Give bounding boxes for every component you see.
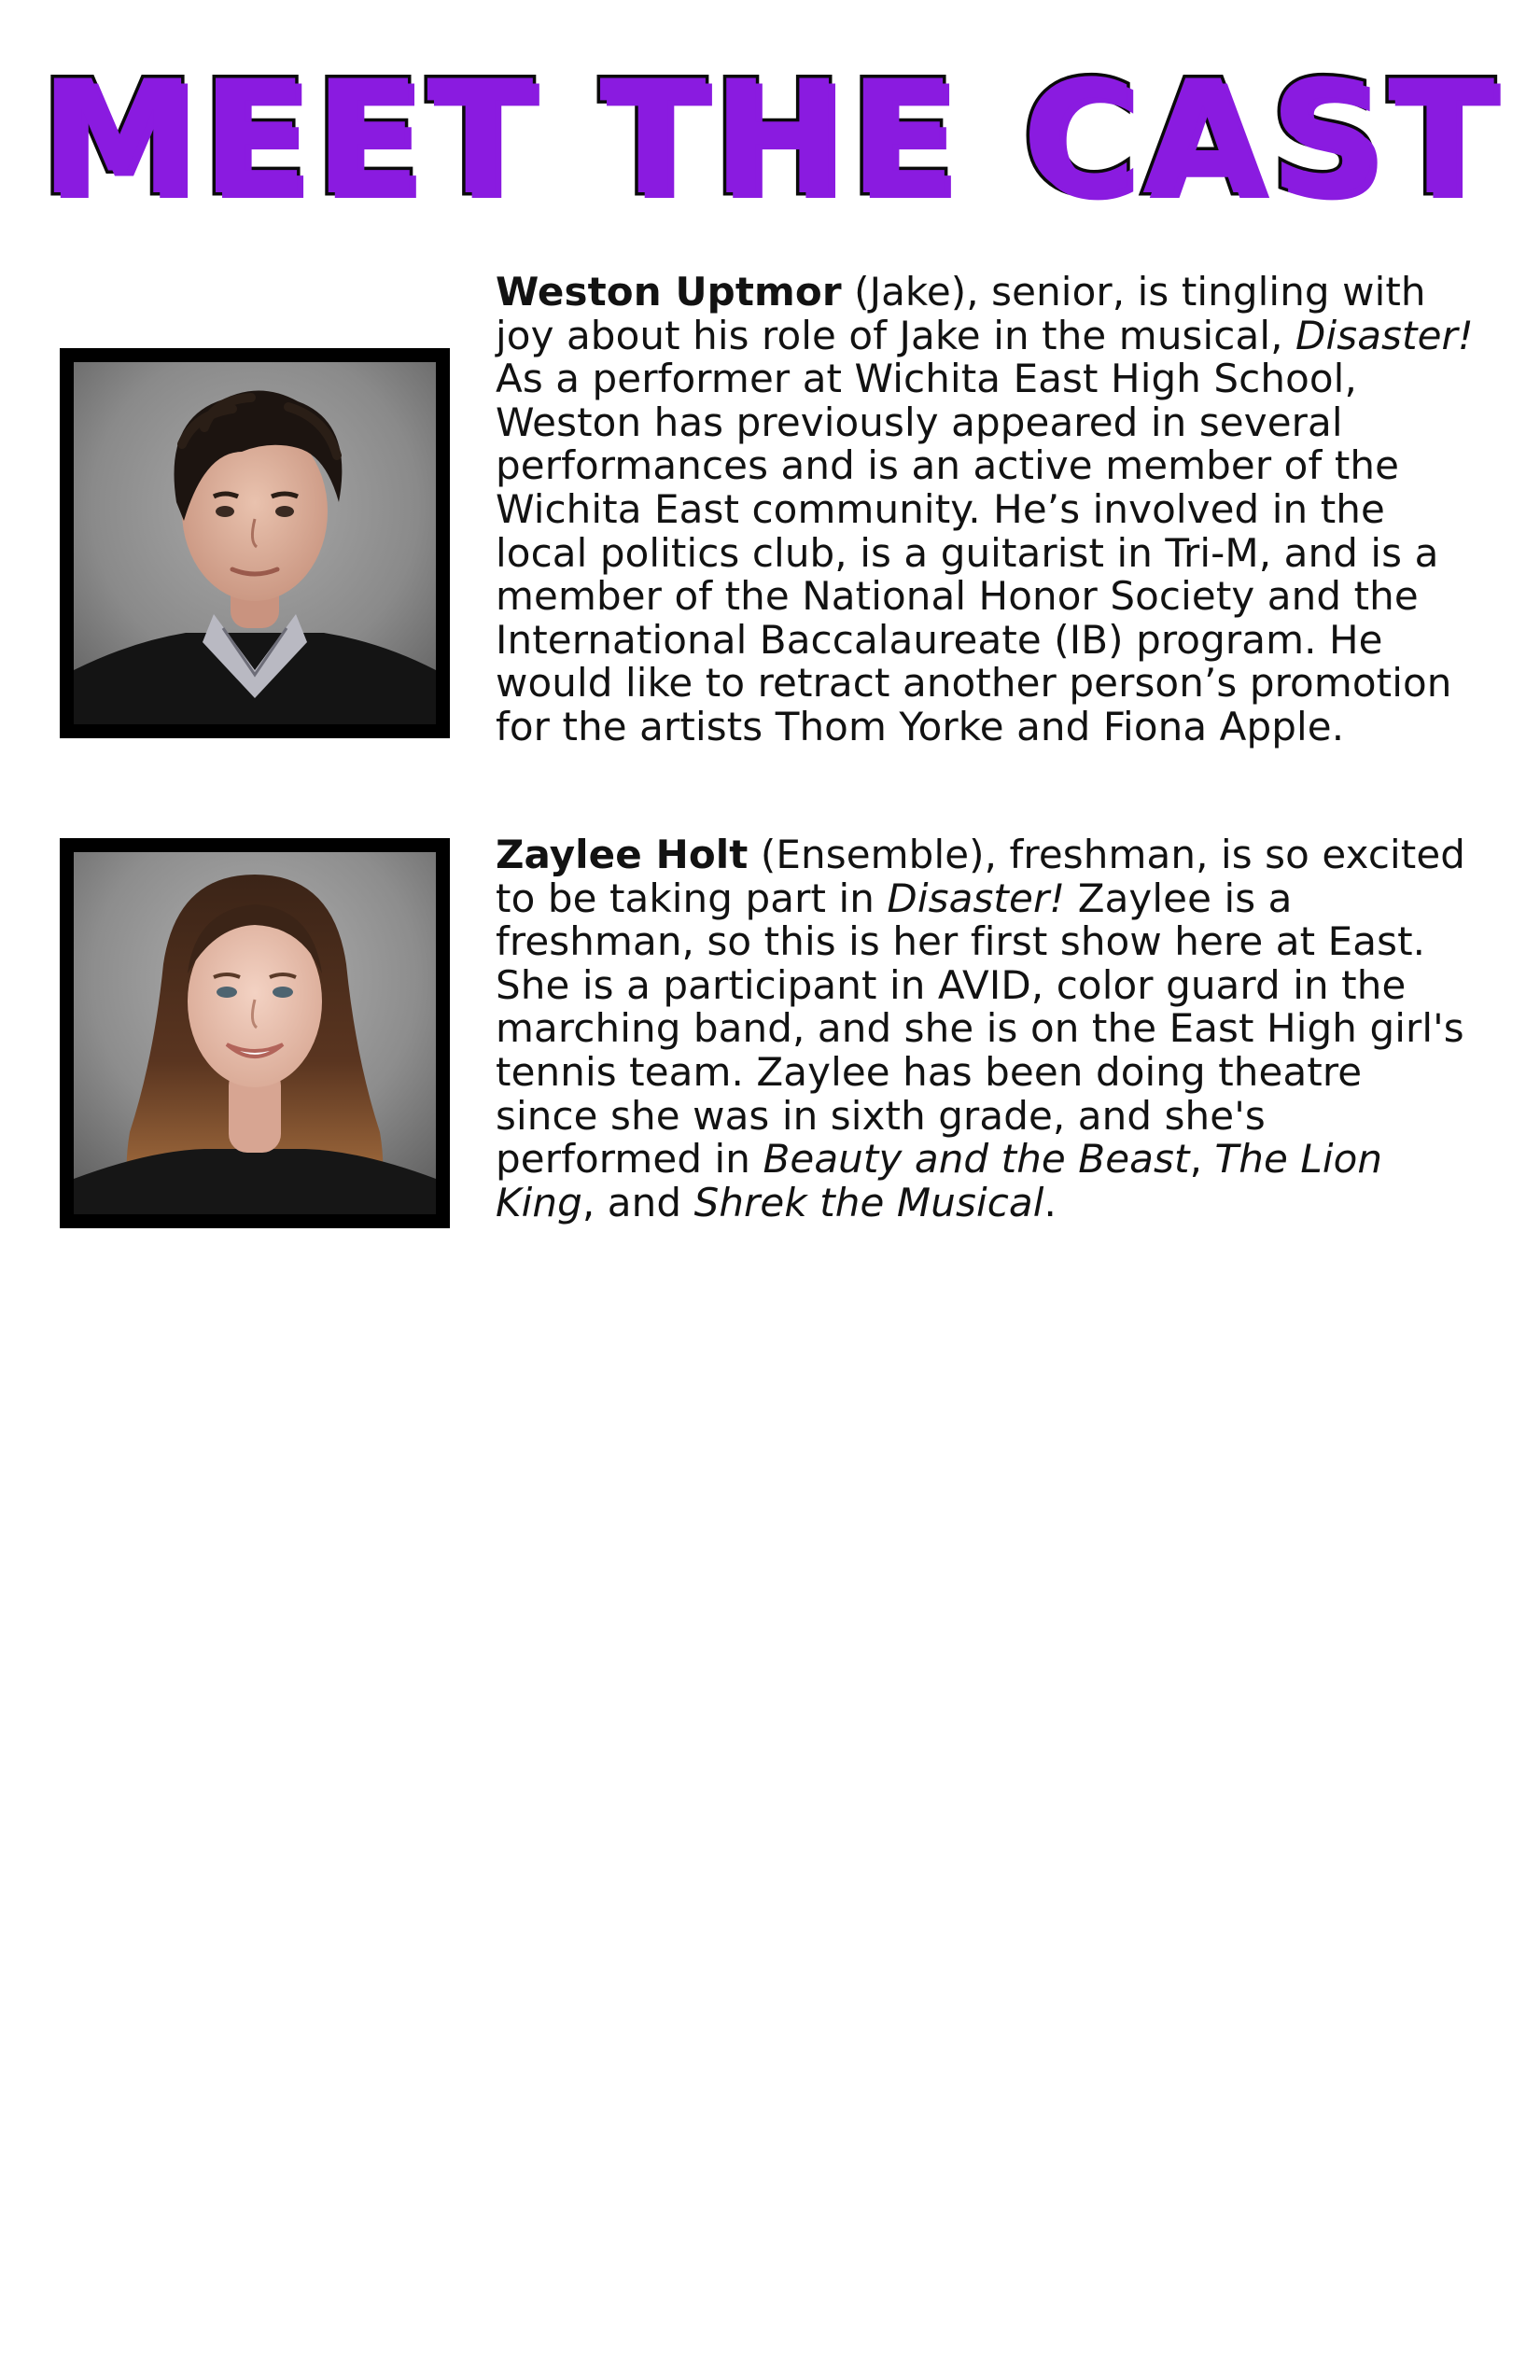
show-title: Beauty and the Beast bbox=[763, 1136, 1190, 1183]
show-title: Disaster! bbox=[1295, 312, 1474, 358]
portrait-photo-weston bbox=[74, 362, 436, 724]
bio-zaylee bbox=[496, 833, 1476, 1225]
punctuation: . bbox=[1043, 1179, 1057, 1225]
bio-text: (Ensemble), freshman, is so excited to be taking part in bbox=[496, 832, 1466, 921]
cast-entry-zaylee bbox=[0, 833, 1540, 1263]
cast-name: Weston Uptmor bbox=[496, 269, 842, 315]
show-title: The Lion King bbox=[496, 1136, 1383, 1225]
cast-entry-weston bbox=[0, 271, 1540, 793]
photo-frame bbox=[60, 838, 450, 1228]
bio-text: (Jake), senior, is tingling with joy about his role of Jake in the musical, bbox=[496, 269, 1426, 358]
bio-text: Zaylee is a freshman, so this is her first show here at East. She is a participant in AVID, color guard in the marching band, and she is on the East High girl's tennis team. Zaylee has been doing theatre since she was in sixth grade, and she's performed in bbox=[496, 875, 1464, 1183]
punctuation: , and bbox=[581, 1179, 682, 1225]
bio-weston bbox=[496, 271, 1476, 749]
punctuation: , bbox=[1189, 1136, 1203, 1183]
show-title: Disaster! bbox=[887, 875, 1066, 921]
bio-text: As a performer at Wichita East High School, Weston has previously appeared in several performances and is an active member of the Wichita East community. He’s involved in the local politics club, is a guitarist in Tri-M, and is a member of the National Honor Society and the International Baccalaureate (IB) program. He would like to retract another person’s promotion for the artists Thom Yorke and Fiona Apple. bbox=[496, 356, 1452, 749]
cast-name: Zaylee Holt bbox=[496, 832, 749, 877]
show-title: Shrek the Musical bbox=[693, 1179, 1044, 1225]
portrait-photo-zaylee bbox=[74, 852, 436, 1214]
photo-frame bbox=[60, 348, 450, 738]
page-title: MEET THE CAST bbox=[39, 47, 1501, 230]
